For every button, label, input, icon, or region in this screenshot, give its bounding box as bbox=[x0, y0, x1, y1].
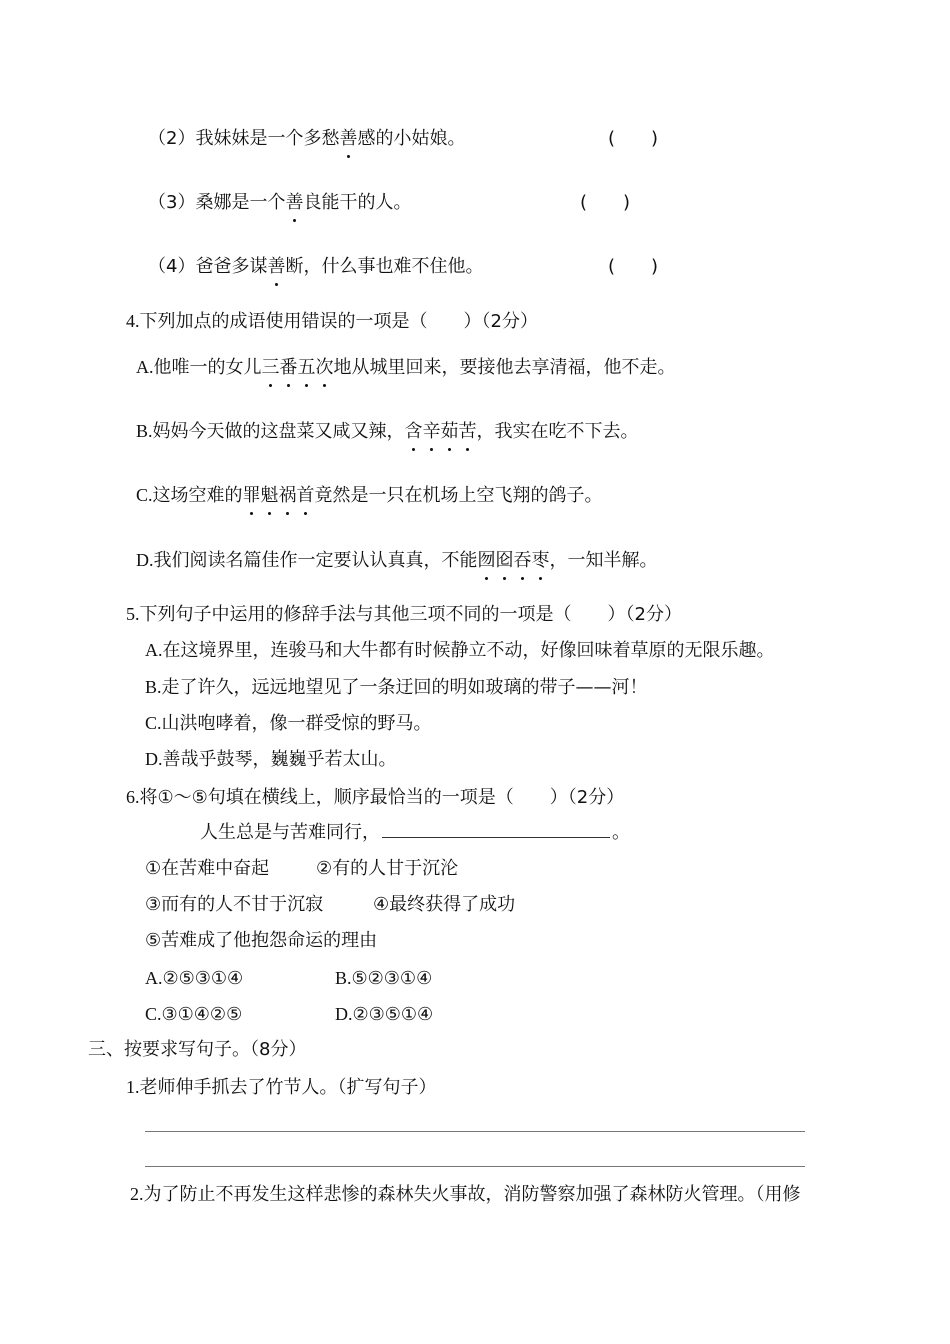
q6-option-a: A.②⑤③①④ bbox=[145, 968, 244, 989]
q6-clause: ④最终获得了成功 bbox=[373, 894, 516, 915]
q4-option-d: D.我们阅读名篇佳作一定要认认真真，不能囫囵吞枣，一知半解。 bbox=[136, 550, 658, 571]
q5-option-c: C.山洪咆哮着，像一群受惊的野马。 bbox=[145, 713, 432, 734]
q5-option-a: A.在这境界里，连骏马和大牛都有时候静立不动，好像回味着草原的无限乐趣。 bbox=[145, 640, 775, 661]
q3-item-2: （2）我妹妹是一个多愁善感的小姑娘。 bbox=[148, 128, 466, 149]
q6-clause: ③而有的人不甘于沉寂 bbox=[145, 894, 324, 915]
q6-sentence: 人生总是与苦难同行， 。 bbox=[200, 822, 630, 843]
q3-item-3: （3）桑娜是一个善良能干的人。 bbox=[148, 192, 412, 213]
q5-stem: 5.下列句子中运用的修辞手法与其他三项不同的一项是（ ）（2分） bbox=[126, 604, 682, 625]
q4-option-c: C.这场空难的罪魁祸首竟然是一只在机场上空飞翔的鸽子。 bbox=[136, 485, 603, 506]
q4-option-b: B.妈妈今天做的这盘菜又咸又辣，含辛茹苦，我实在吃不下去。 bbox=[136, 421, 639, 442]
answer-paren[interactable]: ( ) bbox=[580, 192, 631, 213]
fill-blank[interactable] bbox=[382, 821, 610, 838]
q3-item-4: （4）爸爸多谋善断，什么事也难不住他。 bbox=[148, 256, 484, 277]
q4-stem: 4.下列加点的成语使用错误的一项是（ ）（2分） bbox=[126, 311, 538, 332]
q4-option-a: A.他唯一的女儿三番五次地从城里回来，要接他去享清福，他不走。 bbox=[136, 357, 676, 378]
q5-option-b: B.走了许久，远远地望见了一条迂回的明如玻璃的带子——河！ bbox=[145, 677, 648, 698]
q6-stem: 6.将①～⑤句填在横线上，顺序最恰当的一项是（ ）（2分） bbox=[126, 787, 625, 808]
q6-clause: ①在苦难中奋起 bbox=[145, 858, 270, 879]
q6-option-b: B.⑤②③①④ bbox=[335, 968, 433, 989]
answer-paren[interactable]: ( ) bbox=[608, 128, 659, 149]
s3-q1-stem: 1.老师伸手抓去了竹节人。（扩写句子） bbox=[126, 1077, 437, 1098]
section-title: 三、按要求写句子。（8分） bbox=[88, 1039, 307, 1060]
answer-line[interactable] bbox=[145, 1166, 805, 1167]
s3-q2-stem: 2.为了防止不再发生这样悲惨的森林失火事故，消防警察加强了森林防火管理。（用修 bbox=[130, 1184, 801, 1205]
q6-clause: ②有的人甘于沉沦 bbox=[316, 858, 459, 879]
answer-line[interactable] bbox=[145, 1131, 805, 1132]
answer-paren[interactable]: ( ) bbox=[608, 256, 659, 277]
q6-clause: ⑤苦难成了他抱怨命运的理由 bbox=[145, 930, 378, 951]
q5-option-d: D.善哉乎鼓琴，巍巍乎若太山。 bbox=[145, 749, 397, 770]
q6-option-d: D.②③⑤①④ bbox=[335, 1004, 434, 1025]
q6-option-c: C.③①④②⑤ bbox=[145, 1004, 243, 1025]
